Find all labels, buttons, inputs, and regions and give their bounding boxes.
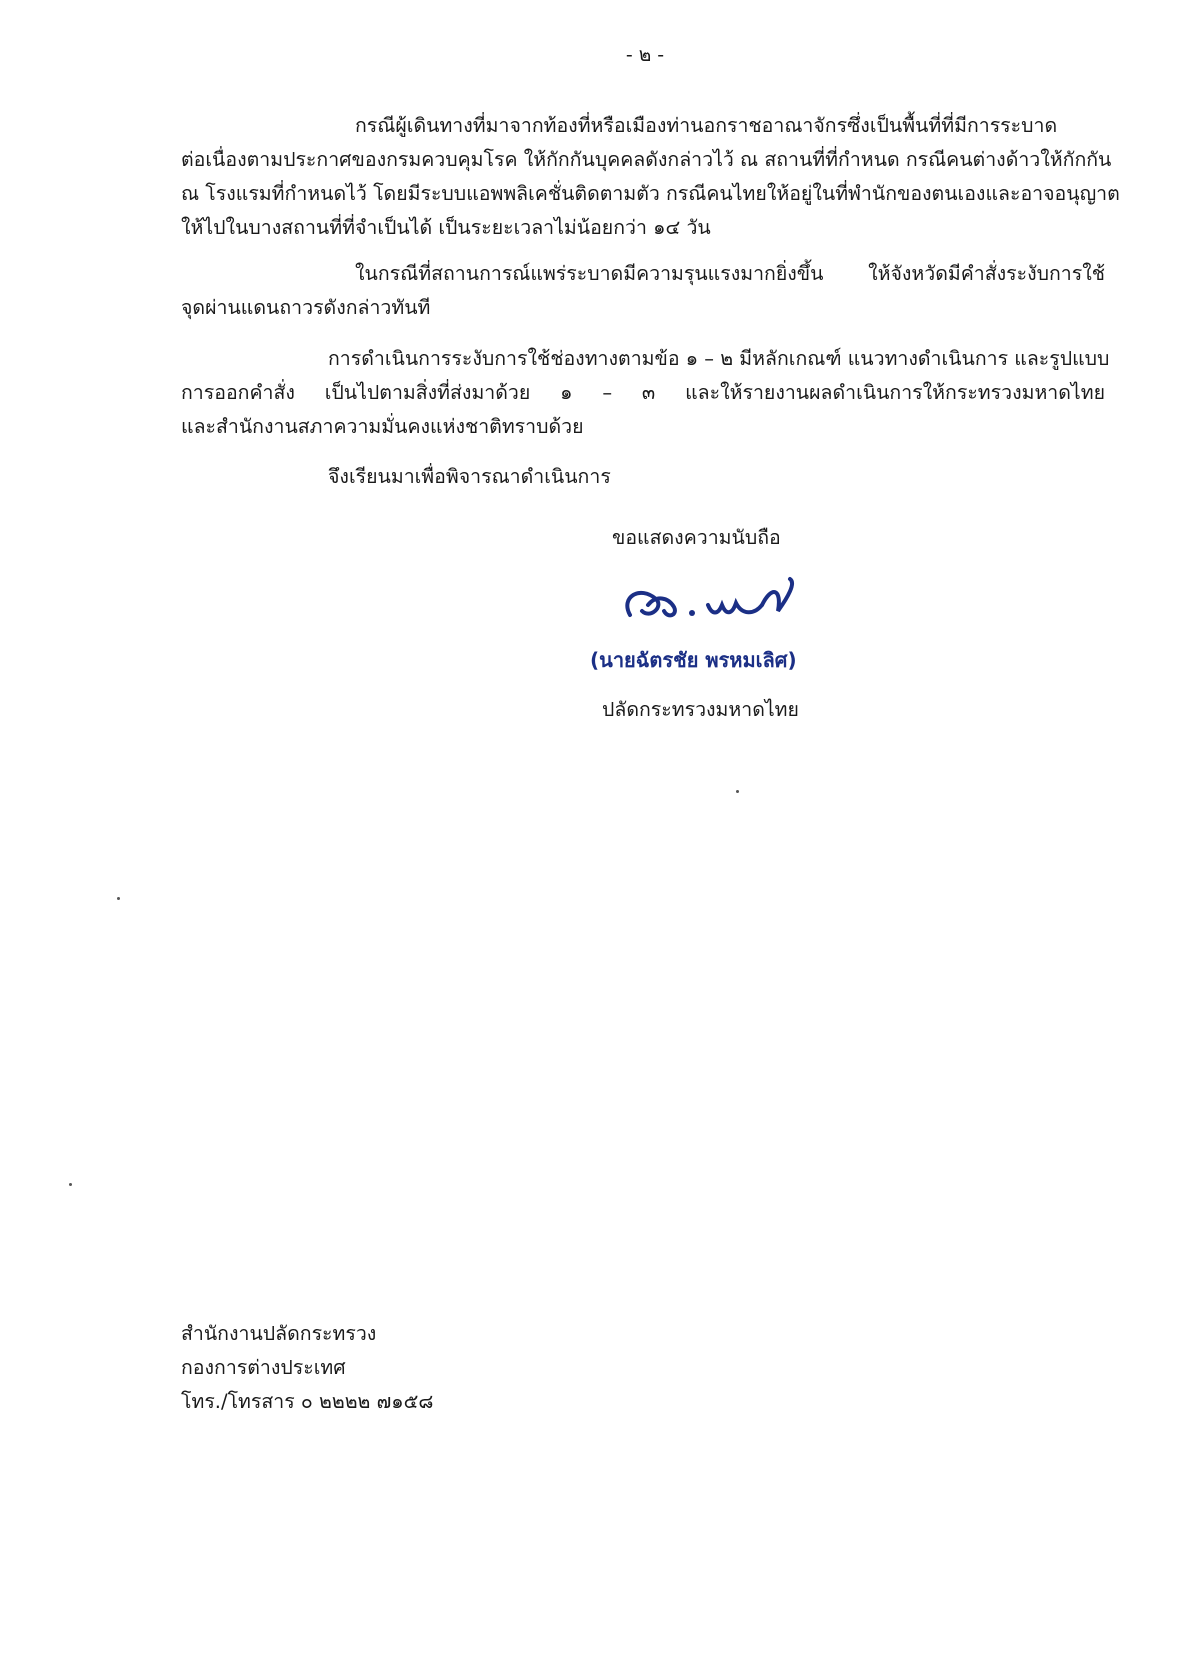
signatory-title: ปลัดกระทรวงมหาดไทย (602, 698, 799, 721)
department-phone: โทร./โทรสาร ๐ ๒๒๒๒ ๗๑๕๘ (181, 1390, 434, 1413)
closing-salutation: ขอแสดงความนับถือ (612, 526, 781, 549)
paragraph-1-line-1: กรณีผู้เดินทางที่มาจากท้องที่หรือเมืองท่านอกราชอาณาจักรซึ่งเป็นพื้นที่ที่มีการระบาด (355, 114, 1058, 137)
handwritten-signature (612, 575, 812, 635)
scan-speck (736, 790, 739, 793)
paragraph-2-line-2: จุดผ่านแดนถาวรดังกล่าวทันที (181, 296, 431, 319)
paragraph-3-line-1: การดำเนินการระงับการใช้ช่องทางตามข้อ ๑ – ๒ มีหลักเกณฑ์ แนวทางดำเนินการ และรูปแบบ (328, 347, 1110, 370)
page-number: - ๒ - (625, 44, 665, 66)
scan-speck (117, 897, 120, 900)
paragraph-1-line-3: ณ โรงแรมที่กำหนดไว้ โดยมีระบบแอพพลิเคชั่นติดตามตัว กรณีคนไทยให้อยู่ในที่พำนักของตนเองและอาจอนุญาต (181, 182, 1120, 205)
department-division: กองการต่างประเทศ (181, 1356, 346, 1379)
paragraph-2-line-1: ในกรณีที่สถานการณ์แพร่ระบาดมีความรุนแรงมากยิ่งขึ้น ให้จังหวัดมีคำสั่งระงับการใช้ (355, 262, 1105, 285)
paragraph-3-line-3: และสำนักงานสภาความมั่นคงแห่งชาติทราบด้วย (181, 415, 584, 438)
paragraph-3-line-2: การออกคำสั่ง เป็นไปตามสิ่งที่ส่งมาด้วย ๑ – ๓ และให้รายงานผลดำเนินการให้กระทรวงมหาดไทย (181, 381, 1105, 404)
department-office: สำนักงานปลัดกระทรวง (181, 1322, 377, 1345)
signatory-name: (นายฉัตรชัย พรหมเลิศ) (590, 648, 797, 672)
paragraph-4: จึงเรียนมาเพื่อพิจารณาดำเนินการ (328, 465, 611, 488)
scan-speck (69, 1183, 72, 1186)
paragraph-1-line-2: ต่อเนื่องตามประกาศของกรมควบคุมโรค ให้กักกันบุคคลดังกล่าวไว้ ณ สถานที่ที่กำหนด กรณีคนต่างด้าวให้กักกัน (181, 148, 1112, 171)
paragraph-1-line-4: ให้ไปในบางสถานที่ที่จำเป็นได้ เป็นระยะเวลาไม่น้อยกว่า ๑๔ วัน (181, 216, 711, 239)
